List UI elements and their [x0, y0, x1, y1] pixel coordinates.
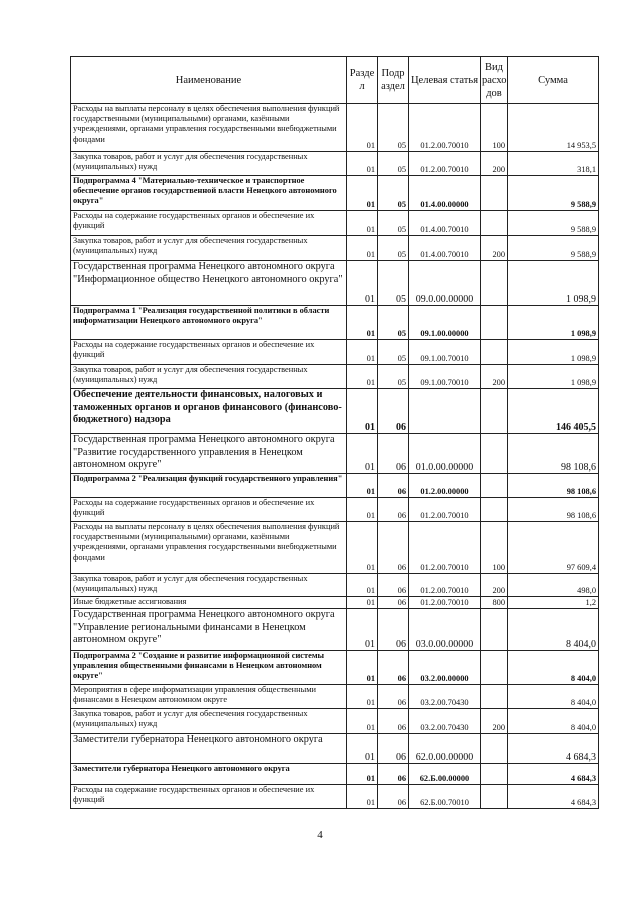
- header-name: Наименование: [71, 57, 347, 104]
- cell-subsection: 05: [378, 236, 409, 261]
- table-row: [71, 574, 599, 597]
- cell-subsection: 06: [378, 434, 409, 474]
- table-row: [71, 211, 599, 236]
- cell-subsection: 05: [378, 211, 409, 236]
- cell-name: Государственная программа Ненецкого автономного округа "Информационное общество Ненецкого автономного округа": [71, 261, 347, 306]
- cell-type: 100: [481, 522, 508, 574]
- cell-name: Мероприятия в сфере информатизации управления общественными финансами в Ненецком автономном округе: [71, 685, 347, 709]
- cell-amount: 4 684,3: [508, 734, 599, 764]
- cell-amount: 97 609,4: [508, 522, 599, 574]
- cell-amount: 4 684,3: [508, 785, 599, 809]
- cell-type: [481, 211, 508, 236]
- header-expense-type: Вид расхо дов: [481, 57, 508, 104]
- cell-amount: 9 588,9: [508, 211, 599, 236]
- cell-article: 01.2.00.70010: [409, 574, 481, 597]
- cell-section: 01: [347, 609, 378, 651]
- cell-article: 01.4.00.70010: [409, 236, 481, 261]
- cell-subsection: 06: [378, 709, 409, 734]
- cell-section: 01: [347, 574, 378, 597]
- cell-amount: 9 588,9: [508, 236, 599, 261]
- cell-article: 09.1.00.70010: [409, 365, 481, 389]
- table-row: [71, 498, 599, 522]
- cell-amount: 1 098,9: [508, 365, 599, 389]
- table-row: [71, 236, 599, 261]
- cell-type: [481, 498, 508, 522]
- cell-subsection: 06: [378, 597, 409, 609]
- cell-amount: 8 404,0: [508, 609, 599, 651]
- table-row: [71, 709, 599, 734]
- cell-name: Подпрограмма 2 "Реализация функций государственного управления": [71, 474, 347, 498]
- cell-name: Расходы на содержание государственных органов и обеспечение их функций: [71, 340, 347, 365]
- table-row: [71, 306, 599, 340]
- cell-section: 01: [347, 522, 378, 574]
- cell-section: 01: [347, 785, 378, 809]
- cell-type: 200: [481, 152, 508, 176]
- cell-article: 03.2.00.00000: [409, 651, 481, 685]
- table-row: [71, 340, 599, 365]
- cell-subsection: 05: [378, 104, 409, 152]
- cell-name: Расходы на содержание государственных органов и обеспечение их функций: [71, 785, 347, 809]
- cell-article: 09.0.00.00000: [409, 261, 481, 306]
- table-row: [71, 764, 599, 785]
- cell-amount: 498,0: [508, 574, 599, 597]
- table-row: [71, 365, 599, 389]
- cell-name: Обеспечение деятельности финансовых, налоговых и таможенных органов и органов финансового (финансово-бюджетного) надзора: [71, 389, 347, 434]
- cell-section: 01: [347, 474, 378, 498]
- header-target-article: Целевая статья: [409, 57, 481, 104]
- table-row: [71, 522, 599, 574]
- cell-name: Подпрограмма 1 "Реализация государственной политики в области информатизации Ненецкого автономного округа": [71, 306, 347, 340]
- cell-name: Заместители губернатора Ненецкого автономного округа: [71, 764, 347, 785]
- cell-amount: 4 684,3: [508, 764, 599, 785]
- cell-article: 62.0.00.00000: [409, 734, 481, 764]
- cell-name: Подпрограмма 4 "Материально-техническое и транспортное обеспечение органов государственной власти Ненецкого автономного округа": [71, 176, 347, 211]
- cell-article: 01.2.00.70010: [409, 104, 481, 152]
- cell-amount: 8 404,0: [508, 685, 599, 709]
- cell-subsection: 06: [378, 522, 409, 574]
- cell-type: [481, 609, 508, 651]
- cell-type: [481, 785, 508, 809]
- cell-subsection: 06: [378, 651, 409, 685]
- document-page: [70, 56, 598, 809]
- cell-subsection: 06: [378, 474, 409, 498]
- cell-amount: 98 108,6: [508, 474, 599, 498]
- cell-subsection: 05: [378, 261, 409, 306]
- cell-type: [481, 176, 508, 211]
- table-row: [71, 104, 599, 152]
- cell-article: 62.Б.00.70010: [409, 785, 481, 809]
- cell-section: 01: [347, 104, 378, 152]
- cell-name: Закупка товаров, работ и услуг для обеспечения государственных (муниципальных) нужд: [71, 152, 347, 176]
- cell-name: Закупка товаров, работ и услуг для обеспечения государственных (муниципальных) нужд: [71, 365, 347, 389]
- cell-article: 01.0.00.00000: [409, 434, 481, 474]
- cell-section: 01: [347, 597, 378, 609]
- table-row: [71, 261, 599, 306]
- cell-subsection: 06: [378, 609, 409, 651]
- header-subsection: Подр аздел: [378, 57, 409, 104]
- cell-type: [481, 651, 508, 685]
- cell-type: [481, 474, 508, 498]
- cell-name: Иные бюджетные ассигнования: [71, 597, 347, 609]
- cell-section: 01: [347, 176, 378, 211]
- cell-amount: 98 108,6: [508, 434, 599, 474]
- cell-type: [481, 389, 508, 434]
- cell-article: 01.2.00.70010: [409, 522, 481, 574]
- cell-subsection: 06: [378, 389, 409, 434]
- cell-type: [481, 434, 508, 474]
- cell-section: 01: [347, 764, 378, 785]
- cell-type: [481, 734, 508, 764]
- cell-type: 800: [481, 597, 508, 609]
- cell-amount: 8 404,0: [508, 651, 599, 685]
- cell-type: [481, 261, 508, 306]
- cell-name: Государственная программа Ненецкого автономного округа "Развитие государственного управления в Ненецком автономном округе": [71, 434, 347, 474]
- cell-subsection: 05: [378, 340, 409, 365]
- cell-amount: 14 953,5: [508, 104, 599, 152]
- cell-article: 09.1.00.70010: [409, 340, 481, 365]
- table-row: [71, 176, 599, 211]
- cell-subsection: 06: [378, 734, 409, 764]
- cell-article: 01.2.00.70010: [409, 597, 481, 609]
- cell-name: Расходы на выплаты персоналу в целях обеспечения выполнения функций государственными (муниципальными) органами, казёнными учреждениями, органами управления государственными внебюджетными фондами: [71, 104, 347, 152]
- cell-article: 03.2.00.70430: [409, 685, 481, 709]
- cell-amount: 1 098,9: [508, 306, 599, 340]
- cell-amount: 8 404,0: [508, 709, 599, 734]
- cell-type: [481, 685, 508, 709]
- cell-type: [481, 764, 508, 785]
- cell-article: 01.2.00.70010: [409, 498, 481, 522]
- budget-table: [70, 56, 599, 809]
- cell-section: 01: [347, 709, 378, 734]
- cell-article: 01.4.00.70010: [409, 211, 481, 236]
- cell-subsection: 06: [378, 785, 409, 809]
- cell-article: 09.1.00.00000: [409, 306, 481, 340]
- cell-subsection: 05: [378, 365, 409, 389]
- cell-section: 01: [347, 365, 378, 389]
- cell-amount: 98 108,6: [508, 498, 599, 522]
- cell-section: 01: [347, 306, 378, 340]
- cell-name: Заместители губернатора Ненецкого автономного округа: [71, 734, 347, 764]
- cell-name: Расходы на выплаты персоналу в целях обеспечения выполнения функций государственными (муниципальными) органами, казёнными учреждениями, органами управления государственными внебюджетными фондами: [71, 522, 347, 574]
- cell-subsection: 05: [378, 306, 409, 340]
- cell-section: 01: [347, 211, 378, 236]
- cell-name: Закупка товаров, работ и услуг для обеспечения государственных (муниципальных) нужд: [71, 574, 347, 597]
- cell-amount: 146 405,5: [508, 389, 599, 434]
- cell-name: Подпрограмма 2 "Создание и развитие информационной системы управления общественными финансами в Ненецком автономном округе": [71, 651, 347, 685]
- cell-article: [409, 389, 481, 434]
- cell-subsection: 06: [378, 685, 409, 709]
- cell-name: Закупка товаров, работ и услуг для обеспечения государственных (муниципальных) нужд: [71, 709, 347, 734]
- cell-type: 200: [481, 709, 508, 734]
- cell-type: [481, 340, 508, 365]
- cell-amount: 9 588,9: [508, 176, 599, 211]
- cell-article: 01.2.00.00000: [409, 474, 481, 498]
- cell-amount: 318,1: [508, 152, 599, 176]
- table-row: [71, 597, 599, 609]
- cell-section: 01: [347, 389, 378, 434]
- cell-article: 03.2.00.70430: [409, 709, 481, 734]
- table-row: [71, 609, 599, 651]
- header-section: Разде л: [347, 57, 378, 104]
- table-row: [71, 474, 599, 498]
- table-row: [71, 785, 599, 809]
- table-row: [71, 651, 599, 685]
- cell-subsection: 06: [378, 574, 409, 597]
- cell-subsection: 05: [378, 152, 409, 176]
- cell-amount: 1,2: [508, 597, 599, 609]
- cell-subsection: 05: [378, 176, 409, 211]
- table-header-row: [71, 57, 599, 104]
- cell-article: 01.4.00.00000: [409, 176, 481, 211]
- page-number: 4: [317, 829, 323, 841]
- cell-type: 200: [481, 236, 508, 261]
- cell-section: 01: [347, 152, 378, 176]
- cell-name: Расходы на содержание государственных органов и обеспечение их функций: [71, 498, 347, 522]
- cell-section: 01: [347, 685, 378, 709]
- cell-subsection: 06: [378, 498, 409, 522]
- cell-section: 01: [347, 434, 378, 474]
- cell-name: Государственная программа Ненецкого автономного округа "Управление региональными финансами в Ненецком автономном округе": [71, 609, 347, 651]
- cell-amount: 1 098,9: [508, 340, 599, 365]
- cell-type: 200: [481, 365, 508, 389]
- cell-type: 200: [481, 574, 508, 597]
- cell-subsection: 06: [378, 764, 409, 785]
- table-row: [71, 685, 599, 709]
- cell-article: 01.2.00.70010: [409, 152, 481, 176]
- cell-article: 62.Б.00.00000: [409, 764, 481, 785]
- header-amount: Сумма: [508, 57, 599, 104]
- table-row: [71, 434, 599, 474]
- table-row: [71, 734, 599, 764]
- cell-section: 01: [347, 236, 378, 261]
- cell-section: 01: [347, 498, 378, 522]
- cell-section: 01: [347, 261, 378, 306]
- cell-name: Расходы на содержание государственных органов и обеспечение их функций: [71, 211, 347, 236]
- cell-amount: 1 098,9: [508, 261, 599, 306]
- table-row: [71, 389, 599, 434]
- cell-section: 01: [347, 340, 378, 365]
- cell-section: 01: [347, 734, 378, 764]
- cell-type: [481, 306, 508, 340]
- table-row: [71, 152, 599, 176]
- cell-section: 01: [347, 651, 378, 685]
- cell-article: 03.0.00.00000: [409, 609, 481, 651]
- cell-type: 100: [481, 104, 508, 152]
- cell-name: Закупка товаров, работ и услуг для обеспечения государственных (муниципальных) нужд: [71, 236, 347, 261]
